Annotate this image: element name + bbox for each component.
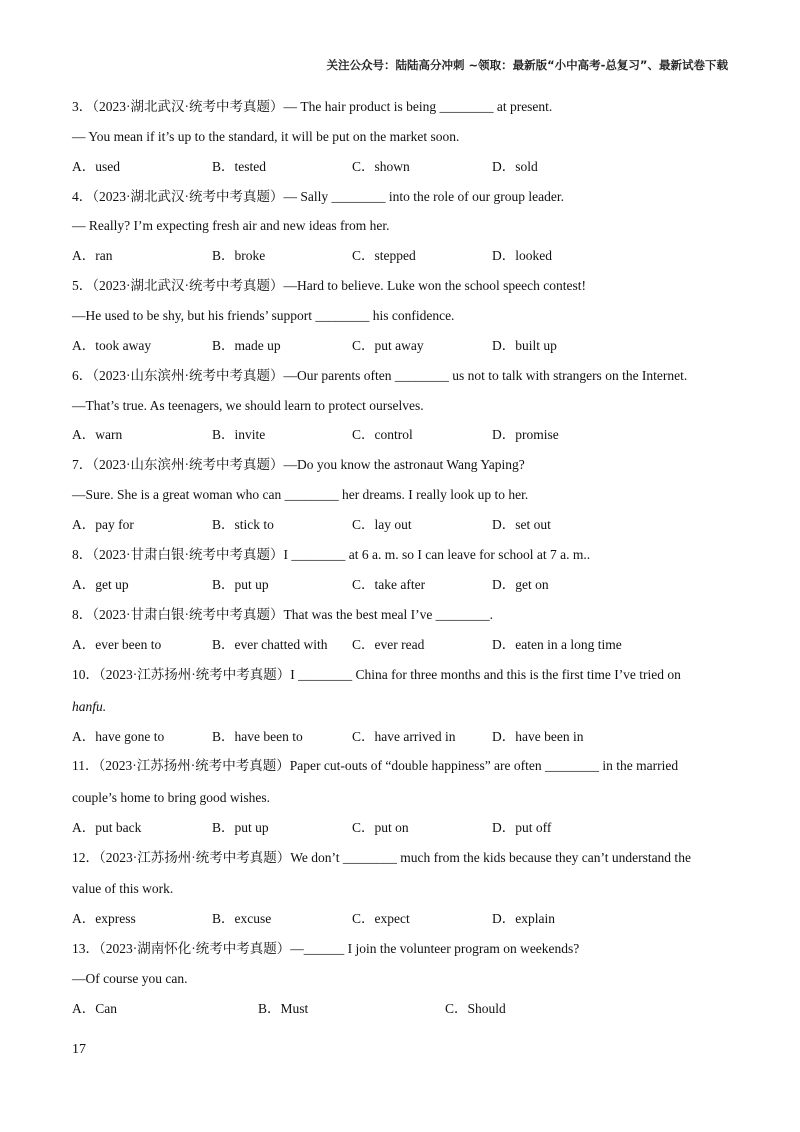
option-a: A．put back bbox=[72, 820, 142, 835]
question-3-line-1: 3．（2023·湖北武汉·统考中考真题）— The hair product is being ________ at present. bbox=[72, 99, 553, 114]
option-a: A．have gone to bbox=[72, 729, 165, 744]
question-3-line-2: — You mean if it’s up to the standard, it will be put on the market soon. bbox=[72, 129, 460, 144]
option-a: A．took away bbox=[72, 338, 152, 353]
option-a: A．ran bbox=[72, 248, 113, 263]
option-c: C．shown bbox=[352, 159, 410, 174]
option-c: C．put away bbox=[352, 338, 424, 353]
option-d: D．looked bbox=[492, 248, 552, 263]
question-4-line-2: — Really? I’m expecting fresh air and new ideas from her. bbox=[72, 218, 390, 233]
question-10-line-1: 10．（2023·江苏扬州·统考中考真题）I ________ China for three months and this is the first time I’ve tried on bbox=[72, 667, 681, 682]
option-b: B．broke bbox=[212, 248, 266, 263]
option-d: D．promise bbox=[492, 427, 559, 442]
option-b: B．tested bbox=[212, 159, 266, 174]
option-b: B．have been to bbox=[212, 729, 303, 744]
question-10-line-2: hanfu. bbox=[72, 699, 107, 714]
option-a: A．Can bbox=[72, 1001, 117, 1016]
question-7-line-1: 7．（2023·山东滨州·统考中考真题）—Do you know the astronaut Wang Yaping? bbox=[72, 457, 525, 472]
option-b: B．invite bbox=[212, 427, 266, 442]
option-a: A．pay for bbox=[72, 517, 134, 532]
question-13-line-2: —Of course you can. bbox=[72, 971, 188, 986]
option-a: A．express bbox=[72, 911, 136, 926]
option-d: D．have been in bbox=[492, 729, 584, 744]
option-c: C．lay out bbox=[352, 517, 412, 532]
option-c: C．Should bbox=[445, 1001, 506, 1016]
question-11-line-1: 11．（2023·江苏扬州·统考中考真题）Paper cut-outs of “double happiness” are often ________ in the married bbox=[72, 758, 679, 773]
question-6-line-2: —That’s true. As teenagers, we should learn to protect ourselves. bbox=[72, 398, 424, 413]
question-4-line-1: 4．（2023·湖北武汉·统考中考真题）— Sally ________ into the role of our group leader. bbox=[72, 189, 564, 204]
question-6-line-1: 6．（2023·山东滨州·统考中考真题）—Our parents often ________ us not to talk with strangers on the Internet. bbox=[72, 368, 688, 383]
option-c: C．ever read bbox=[352, 637, 425, 652]
option-d: D．set out bbox=[492, 517, 551, 532]
option-c: C．put on bbox=[352, 820, 409, 835]
question-8b-line-1: 8．（2023·甘肃白银·统考中考真题）That was the best meal I’ve ________. bbox=[72, 607, 494, 622]
option-d: D．built up bbox=[492, 338, 557, 353]
question-5-line-2: —He used to be shy, but his friends’ support ________ his confidence. bbox=[72, 308, 455, 323]
option-a: A．warn bbox=[72, 427, 123, 442]
page-number: 17 bbox=[72, 1042, 86, 1057]
option-b: B．put up bbox=[212, 577, 269, 592]
option-b: B．Must bbox=[258, 1001, 309, 1016]
option-a: A．used bbox=[72, 159, 120, 174]
option-a: A．ever been to bbox=[72, 637, 162, 652]
option-b: B．ever chatted with bbox=[212, 637, 328, 652]
option-b: B．made up bbox=[212, 338, 281, 353]
option-d: D．sold bbox=[492, 159, 538, 174]
question-5-line-1: 5．（2023·湖北武汉·统考中考真题）—Hard to believe. Luke won the school speech contest! bbox=[72, 278, 587, 293]
question-13-line-1: 13．（2023·湖南怀化·统考中考真题）—______ I join the volunteer program on weekends? bbox=[72, 941, 580, 956]
question-7-line-2: —Sure. She is a great woman who can ________ her dreams. I really look up to her. bbox=[72, 487, 529, 502]
question-12-line-1: 12．（2023·江苏扬州·统考中考真题）We don’t ________ much from the kids because they can’t understand the bbox=[72, 850, 691, 865]
option-c: C．stepped bbox=[352, 248, 416, 263]
option-c: C．expect bbox=[352, 911, 410, 926]
question-11-line-2: couple’s home to bring good wishes. bbox=[72, 790, 270, 805]
option-b: B．excuse bbox=[212, 911, 272, 926]
option-d: D．eaten in a long time bbox=[492, 637, 622, 652]
option-d: D．get on bbox=[492, 577, 549, 592]
option-b: B．stick to bbox=[212, 517, 274, 532]
option-b: B．put up bbox=[212, 820, 269, 835]
option-c: C．have arrived in bbox=[352, 729, 456, 744]
option-c: C．control bbox=[352, 427, 413, 442]
question-12-line-2: value of this work. bbox=[72, 881, 174, 896]
question-8a-line-1: 8．（2023·甘肃白银·统考中考真题）I ________ at 6 a. m. so I can leave for school at 7 a. m.. bbox=[72, 547, 591, 562]
option-d: D．explain bbox=[492, 911, 555, 926]
option-a: A．get up bbox=[72, 577, 129, 592]
option-d: D．put off bbox=[492, 820, 552, 835]
option-c: C．take after bbox=[352, 577, 426, 592]
page-header: 关注公众号：陆陆高分冲刺 ~领取：最新版“小中高考-总复习”、最新试卷下载 bbox=[326, 58, 728, 72]
